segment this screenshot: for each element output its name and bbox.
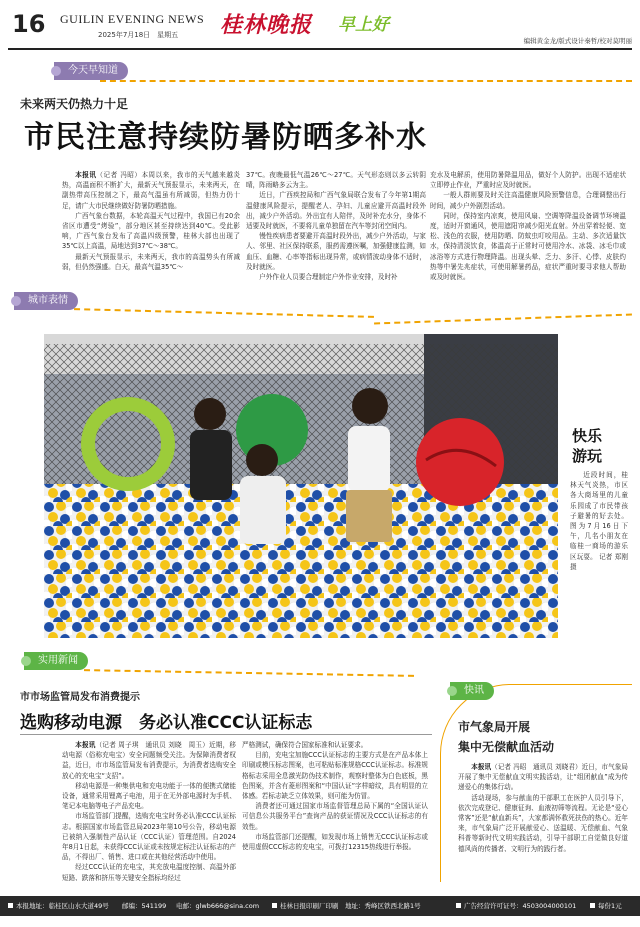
paragraph: 消费者还可通过国家市场监督管理总局下属的“全国认证认可信息公共服务平台”查询产品的获证情况及CCC认证标志的有效性。 (242, 802, 428, 831)
paragraph: 移动电源是一种集供电和充电功能于一体的便携式储能设备，通常采用锂离子电池，用于在无外部电源时为手机、笔记本电脑等电子产品充电。 (62, 781, 236, 811)
paragraph: 严格测试，确保符合国家标准和认证要求。 (242, 741, 368, 749)
section-divider (100, 80, 632, 82)
byline: 本报讯 (471, 763, 492, 771)
paragraph: 充水及电解质，使用防暑降温用品，做好个人防护。出现不适症状立即停止作业，严重时应及时就医。 (430, 171, 626, 190)
section-divider (374, 313, 632, 324)
paragraph: 最新天气预报显示，未来两天，我市的高温势头有所减弱，但仍然强盛。白天，最高气温35℃～ (62, 252, 240, 271)
section-tag-today: 今天早知道 (54, 62, 128, 80)
article2-column-1 (62, 740, 236, 892)
paragraph: 目前，充电宝加施CCC认证标志的主要方式是在产品本体上印刷或模压标志图案，也可粘贴标准规格CCC认证标志。标准规格标志采用全息激光防伪技术制作，观察时整体为白色底板，黑色图案，并含有菱形图案和“中国认证”字样暗纹，具有明显的立体感。若标志缺乏立体效果，则可能为仿冒。 (242, 751, 428, 801)
byline: 本报讯 (75, 171, 97, 179)
paragraph: 同时，保持室内凉爽，使用风扇、空调等降温设备调节环境温度，适时开窗通风，使用遮阳帘减少阳光直射。外出穿着轻便、宽松、浅色的衣服，使用防晒、防蚊虫叮咬用品。主动、多次适量饮水，保持清淡饮食，体温高于正常时可使用冷水、冰袋、冰毛巾或冰浴等方式进行物理降温。出现头晕、乏力、多汗、心悸、皮肤灼热等中暑先兆症状，可使用解暑药品，症状严重时要寻求他人帮助或及时就医。 (430, 211, 626, 282)
photographer-credit: 记者 郑刚 摄 (570, 552, 628, 571)
paragraph: 经过CCC认证的充电宝，其充放电温度控制、高温外部短路、跌落和挤压等关键安全指标均经过 (62, 863, 236, 882)
paragraph: 广西气象台数据，本轮高温天气过程中，我国已有20余省区市遭受“烤验”，部分地区甚至持续达到40℃。受此影响，广西气象台发布了高温四级预警，桂林大部也出现了35℃以上高温，局地达到37℃～38℃。 (62, 211, 240, 251)
masthead (8, 8, 632, 48)
footer-ad-license: 广告经营许可证号：4503004000101 (456, 896, 576, 916)
paragraph: 市场监管部门提醒，选购充电宝时务必认准CCC认证标志。根据国家市场监管总局2023年第10号公告，移动电源已被纳入强制性产品认证（CCC认证）管理范围。自2024年8月1日起，未获得CCC认证或未按规定标注认证标志的产品，不得出厂、销售、进口或在其他经营活动中使用。 (62, 812, 236, 862)
quick-news-body (458, 762, 628, 892)
paragraph: 37℃。夜晚最低气温26℃～27℃。天气形态则以多云转阴晴，阵雨略多云为主。 (246, 171, 426, 190)
page-number: 16 (12, 10, 46, 38)
article1-column-2 (246, 170, 426, 282)
headline-rule (20, 734, 432, 735)
footer-email: 电邮：glwb666@sina.com (176, 902, 260, 910)
edition-name: 早上好 (338, 15, 389, 35)
article2-kicker: 市市场监管局发布消费提示 (20, 692, 140, 703)
masthead-rule (8, 48, 632, 50)
footer-address: 本报地址：临桂区山水大道49号 (8, 896, 109, 916)
article1-column-3 (430, 170, 626, 282)
news-photo (44, 334, 558, 638)
photo-caption (570, 470, 628, 572)
caption-body: 近段时间，桂林天气炎热，市区各大商场里的儿童乐园成了市民带孩子避暑的好去处。图为7月16日下午，几名小朋友在临桂一商场的游乐区玩耍。 (570, 471, 628, 561)
paper-name-en: GUILIN EVENING NEWS (60, 12, 205, 26)
footer-bar (0, 896, 640, 916)
paragraph: 近日，广西疾控局和广西气象局联合发布了今年第1期高温健康风险提示，提醒老人、孕妇、儿童应避开高温时段外出，减少户外活动。外出宜有人陪伴，及时补充水分，身体不适要及时就医，不要将儿童单独留在汽车等封闭空间内。 (246, 191, 426, 231)
byline: 本报讯 (75, 741, 96, 749)
photo-caption-title: 快乐游玩 (572, 427, 603, 465)
ball-pit-photo-illustration (44, 334, 558, 638)
article2-column-2 (242, 740, 428, 892)
issue-date: 2025年7月18日 星期五 (98, 31, 179, 39)
article2-headline: 选购移动电源 务必认准CCC认证标志 (20, 713, 313, 733)
article1-kicker: 未来两天仍热力十足 (20, 97, 129, 111)
section-divider (84, 669, 414, 677)
footer-postcode: 邮编：541199 (122, 902, 167, 910)
section-divider (74, 308, 374, 318)
paragraph: 慢性疾病患者要避开高温时段外出，减少户外活动，与家人、邻里、社区保持联系，服药需遵医嘱，加强健康监测，如血压、血糖、心率等指标出现异常，或病情波动身体不适时，及时就医。 (246, 232, 426, 271)
section-tag-quick: 快讯 (450, 682, 494, 700)
paper-name-cn: 桂林晚报 (220, 12, 313, 38)
footer-price: 每份1元 (590, 896, 622, 916)
paragraph: 一般人群则要及时关注高温健康风险预警信息，合理调整出行时间，减少户外剧烈活动。 (430, 191, 626, 210)
quick-news-headline-line2: 集中无偿献血活动 (458, 740, 555, 754)
section-tag-useful: 实用新闻 (24, 652, 88, 670)
editor-credits: 编辑黄金龙/版式设计秦哲/校对莫明丽 (523, 37, 632, 45)
paragraph: （记者 周子琪 通讯员 刘晓 周玉）近期，移动电源（俗称充电宝）安全问题频受关注。为保障消费者权益，近日，市市场监管局发布消费提示，为消费者选购安全放心的充电宝“支招”。 (62, 741, 236, 780)
paragraph: 活动现场，参与献血的干部职工在医护人员引导下，依次完成登记、健康征询、血液初筛等流程。无论是“爱心常客”还是“献血新兵”，大家都满怀救死扶伤的热心。近年来，市气象局广泛开展献爱心、送温暖、无偿献血、气象科普等新时代文明实践活动，引导干部职工自觉做良好道德风尚的传播者、文明行为的践行者。 (458, 793, 628, 853)
section-tag-city: 城市表情 (14, 292, 78, 310)
quick-news-headline-line1: 市气象局开展 (458, 720, 531, 734)
article1-column-1 (62, 170, 240, 282)
paragraph: （记者 冯昭）本周以来，我市的天气越来越炎热，高温面积不断扩大，最新天气预报显示，未来两天，在副热带高压控制之下，最高气温虽有所减弱，但热力仍十足，请广大市民继续做好防暑防晒措施。 (62, 171, 240, 210)
paragraph: 户外作业人员要合理制定户外作业安排，及时补 (259, 273, 398, 282)
paragraph: （记者 冯昭 通讯员 刘晓君）近日，市气象局开展了集中无偿献血文明实践活动，让“组团献血”成为传递爱心的集体行动。 (458, 763, 628, 792)
article1-headline: 市民注意持续防暑防晒多补水 (24, 120, 427, 155)
footer-printer: 桂林日报印刷厂印刷 地址：秀峰区铁西北路1号 (272, 896, 421, 916)
paragraph: 市场监管部门还提醒，如发现市场上销售无CCC认证标志或使用虚假CCC标志的充电宝，可拨打12315热线进行举报。 (242, 832, 428, 852)
